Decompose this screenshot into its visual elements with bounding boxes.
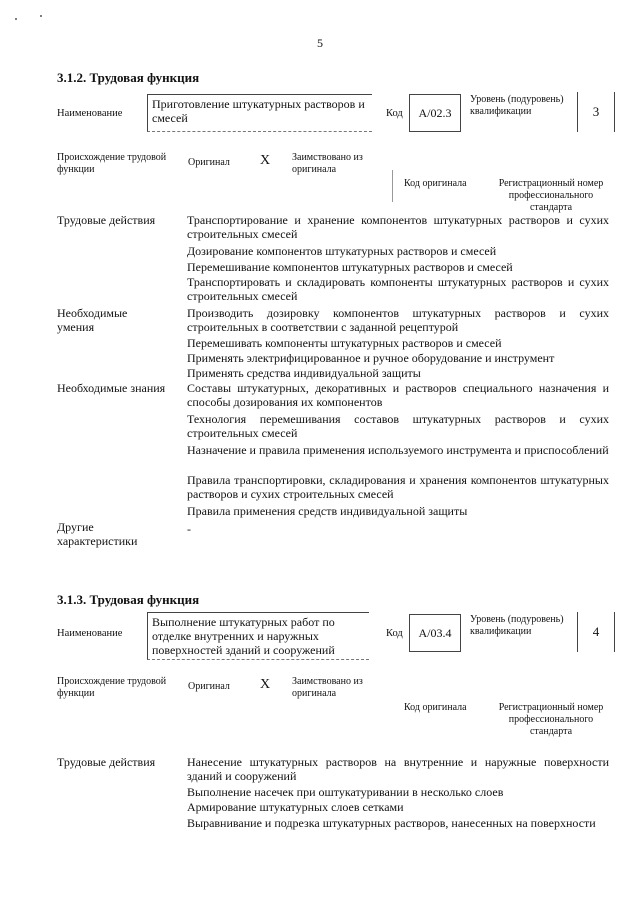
list-item: Дозирование компонентов штукатурных растворов и смесей [187, 244, 497, 258]
list-item: Составы штукатурных, декоративных и растворов специального назначения и способы дозирования их компонентов [187, 381, 609, 409]
code-value: A/02.3 [418, 106, 452, 120]
row-label-knowledge: Необходимые знания [57, 381, 166, 395]
code-box [409, 94, 461, 132]
list-item: Транспортирование и хранение компонентов штукатурных растворов и сухих строительных смесей [187, 213, 609, 241]
original-checkmark: X [260, 153, 271, 168]
borrowed-label: Заимствовано из оригинала [292, 676, 363, 699]
list-item: Транспортировать и складировать компоненты штукатурных растворов и сухих строительных смесей [187, 275, 609, 303]
name-label: Наименование [57, 108, 123, 119]
list-item: Выравнивание и подрезка штукатурных растворов, нанесенных на поверхности [187, 816, 596, 830]
list-item: - [187, 522, 191, 536]
page-number: 5 [317, 36, 323, 50]
function-name-value: Приготовление штукатурных растворов и смесей [152, 97, 365, 125]
level-value: 4 [592, 624, 600, 639]
list-item: Производить дозировку компонентов штукатурных растворов и сухих строительных в соответствии с заданной рецептурой [187, 306, 609, 334]
origin-label: Происхождение трудовой функции [57, 676, 167, 699]
section-title: 3.1.2. Трудовая функция [57, 70, 200, 85]
borrowed-label: Заимствовано из оригинала [292, 152, 363, 175]
list-item: Назначение и правила применения используемого инструмента и приспособлений [187, 443, 609, 457]
orig-code-label: Код оригинала [404, 178, 467, 189]
function-name-value: Выполнение штукатурных работ по отделке внутренних и наружных поверхностей зданий и сооружений [152, 615, 335, 657]
reg-number-label: Регистрационный номер профессионального стандарта [498, 702, 604, 737]
row-label-other: Другие характеристики [57, 520, 138, 548]
code-label: Код [386, 108, 403, 119]
orig-code-label: Код оригинала [404, 702, 467, 713]
level-label: Уровень (подуровень) квалификации [470, 94, 564, 117]
scan-speck [40, 15, 42, 17]
list-item: Применять средства индивидуальной защиты [187, 366, 421, 380]
section-title: 3.1.3. Трудовая функция [57, 592, 200, 607]
level-box [577, 92, 615, 132]
list-item: Перемешивать компоненты штукатурных растворов и смесей [187, 336, 502, 350]
list-item: Перемешивание компонентов штукатурных растворов и смесей [187, 260, 513, 274]
code-label: Код [386, 628, 403, 639]
code-value: A/03.4 [418, 626, 452, 640]
name-label: Наименование [57, 628, 123, 639]
original-label: Оригинал [188, 681, 230, 692]
row-label-actions: Трудовые действия [57, 213, 156, 227]
code-box [409, 614, 461, 652]
scan-speck [15, 18, 17, 20]
list-item: Правила применения средств индивидуальной защиты [187, 504, 468, 518]
list-item: Выполнение насечек при оштукатуривании в несколько слоев [187, 785, 504, 799]
original-checkmark: X [260, 677, 271, 692]
reg-number-label: Регистрационный номер профессионального стандарта [498, 178, 604, 213]
origin-label: Происхождение трудовой функции [57, 152, 167, 175]
level-value: 3 [592, 104, 600, 119]
row-label-actions: Трудовые действия [57, 755, 156, 769]
function-name-box [147, 94, 372, 132]
level-label: Уровень (подуровень) квалификации [470, 614, 564, 637]
list-item: Технология перемешивания составов штукатурных растворов и сухих строительных смесей [187, 412, 609, 440]
level-box [577, 612, 615, 652]
list-item: Армирование штукатурных слоев сетками [187, 800, 404, 814]
list-item: Правила транспортировки, складирования и хранения компонентов штукатурных растворов и сухих строительных смесей [187, 473, 609, 501]
original-label: Оригинал [188, 157, 230, 168]
list-item: Применять электрифицированное и ручное оборудование и инструмент [187, 351, 555, 365]
function-name-box [147, 612, 369, 660]
row-label-skills: Необходимые умения [57, 306, 128, 334]
list-item: Нанесение штукатурных растворов на внутренние и наружные поверхности зданий и сооружений [187, 755, 609, 783]
column-divider [392, 170, 393, 202]
